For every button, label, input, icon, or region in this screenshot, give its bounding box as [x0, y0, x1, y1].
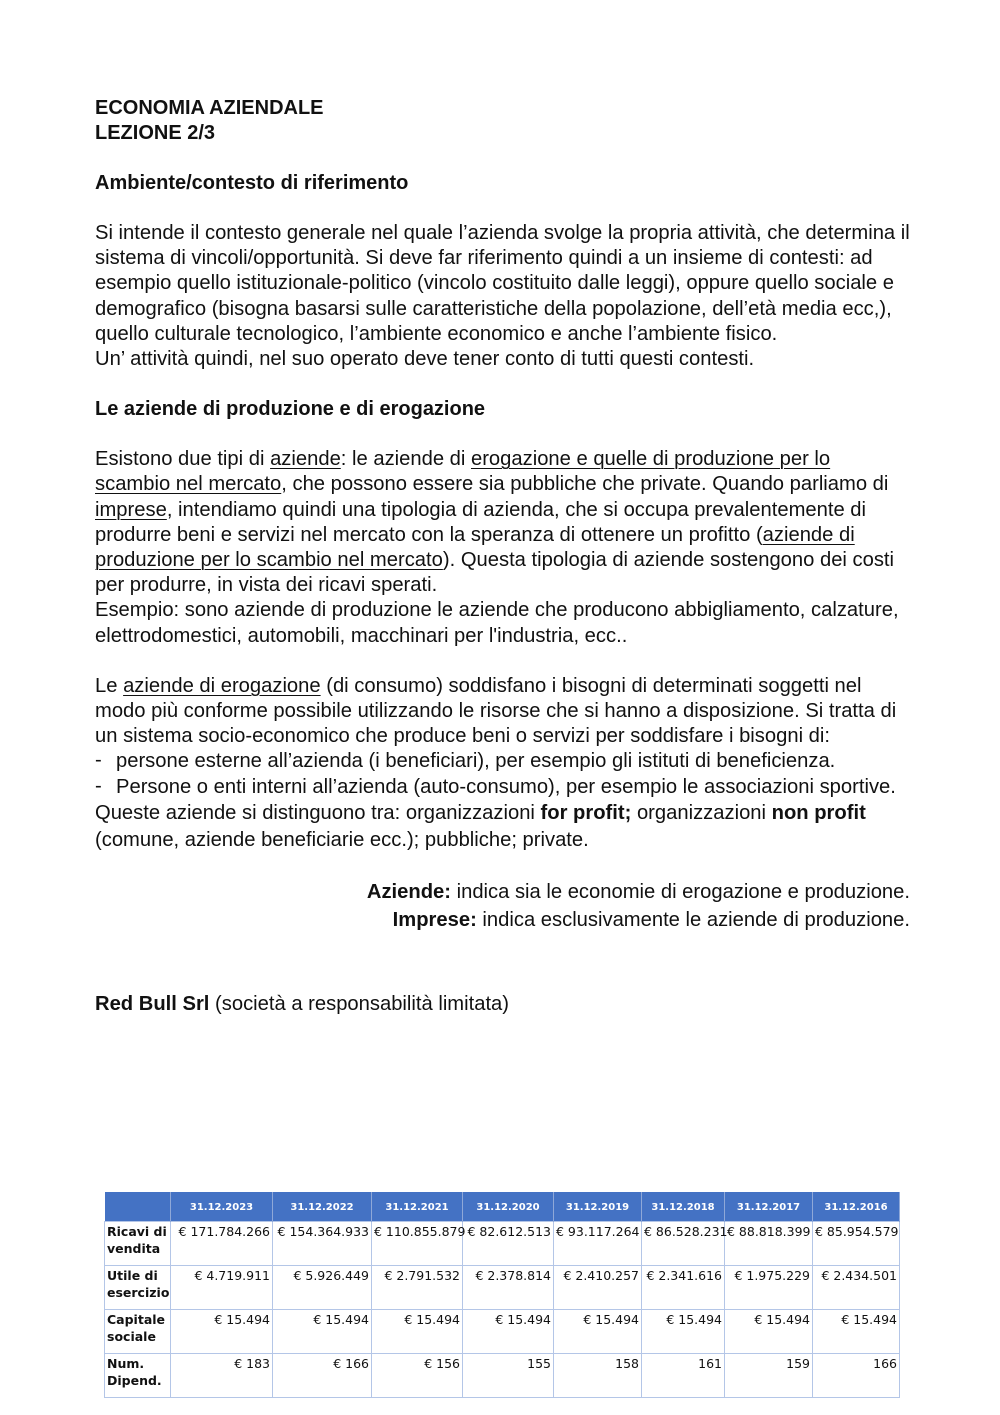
table-cell: € 15.494: [171, 1310, 273, 1354]
lesson-number: LEZIONE 2/3: [95, 122, 216, 144]
table-cell: € 110.855.879: [372, 1222, 463, 1266]
table-cell: € 86.528.231: [642, 1222, 725, 1266]
table-header-row: [105, 1192, 900, 1222]
table-cell: 161: [642, 1354, 725, 1398]
table-cell: € 15.494: [273, 1310, 372, 1354]
table-header-cell: 31.12.2017: [725, 1192, 813, 1222]
table-cell: 166: [813, 1354, 900, 1398]
table-cell: € 15.494: [554, 1310, 642, 1354]
underlined-term: erogazione e quelle di produzione per lo scambio nel mercato: [95, 448, 831, 496]
table-cell: € 2.791.532: [372, 1266, 463, 1310]
table-cell: € 15.494: [372, 1310, 463, 1354]
company-name: Red Bull Srl (società a responsabilità limitata): [95, 992, 510, 1015]
paragraph-distinzione: Queste aziende si distinguono tra: organizzazioni for profit; organizzazioni non profit (comune, aziende beneficiarie ecc.); pubbliche; private.: [95, 801, 866, 851]
table-header-cell: 31.12.2023: [171, 1192, 273, 1222]
row-label: Ricavi di vendita: [105, 1222, 171, 1266]
list-item: - Persone o enti interni all’azienda (auto-consumo), per esempio le associazioni sportive.: [95, 775, 910, 800]
underlined-term: aziende di erogazione: [123, 674, 321, 697]
table-cell: € 15.494: [642, 1310, 725, 1354]
bisogni-list: [95, 749, 910, 799]
table-header-cell: 31.12.2021: [372, 1192, 463, 1222]
definition-imprese: Imprese: indica esclusivamente le aziende di produzione.: [392, 908, 910, 931]
row-label: Num. Dipend.: [105, 1354, 171, 1398]
table-cell: € 4.719.911: [171, 1266, 273, 1310]
table-header-cell: 31.12.2022: [273, 1192, 372, 1222]
table-cell: € 2.434.501: [813, 1266, 900, 1310]
table-cell: € 15.494: [813, 1310, 900, 1354]
table-header-cell: 31.12.2019: [554, 1192, 642, 1222]
paragraph-erogazione: Le aziende di erogazione (di consumo) soddisfano i bisogni di determinati soggetti nel modo più conforme possibile utilizzando le risorse che si hanno a disposizione. Si tratta di un sistema socio-economico che produce beni o servizi per soddisfare i bisogni di:: [95, 674, 897, 748]
paragraph-tipi-aziende: Esistono due tipi di aziende: le aziende di erogazione e quelle di produzione per lo scambio nel mercato, che possono essere sia pubbliche che private. Quando parliamo di imprese, intendiamo quindi una tipologia di azienda, che si occupa prevalentemente di produrre beni e servizi nel mercato con la speranza di ottenere un profitto (aziende di produzione per lo scambio nel mercato). Questa tipologia di aziende sostengono dei costi per produrre, in vista dei ricavi sperati.: [95, 448, 895, 597]
row-label: Utile di esercizio: [105, 1266, 171, 1310]
table-cell: € 15.494: [725, 1310, 813, 1354]
table-cell: € 171.784.266: [171, 1222, 273, 1266]
document-title: ECONOMIA AZIENDALE: [95, 97, 324, 119]
table-row: [105, 1222, 900, 1266]
underlined-term: imprese: [95, 498, 167, 521]
table-cell: € 154.364.933: [273, 1222, 372, 1266]
table-cell: € 88.818.399: [725, 1222, 813, 1266]
table-cell: € 15.494: [463, 1310, 554, 1354]
table-row: [105, 1354, 900, 1398]
table-row: [105, 1310, 900, 1354]
paragraph-attivita: Un’ attività quindi, nel suo operato deve tener conto di tutti questi contesti.: [95, 348, 755, 371]
table-cell: € 2.341.616: [642, 1266, 725, 1310]
table-header-cell: 31.12.2020: [463, 1192, 554, 1222]
definition-aziende: Aziende: indica sia le economie di erogazione e produzione.: [366, 880, 910, 903]
table-cell: € 156: [372, 1354, 463, 1398]
financial-table: [104, 1192, 900, 1398]
section-heading-ambiente: Ambiente/contesto di riferimento: [95, 172, 409, 194]
table-cell: € 5.926.449: [273, 1266, 372, 1310]
table-cell: € 85.954.579: [813, 1222, 900, 1266]
table-cell: € 93.117.264: [554, 1222, 642, 1266]
table-cell: € 166: [273, 1354, 372, 1398]
table-cell: 159: [725, 1354, 813, 1398]
table-cell: € 183: [171, 1354, 273, 1398]
table-header-cell: [105, 1192, 171, 1222]
table-cell: € 2.378.814: [463, 1266, 554, 1310]
table-cell: € 2.410.257: [554, 1266, 642, 1310]
table-cell: € 82.612.513: [463, 1222, 554, 1266]
document-page: [95, 96, 910, 1017]
list-item: - persone esterne all’azienda (i beneficiari), per esempio gli istituti di beneficienza.: [95, 749, 910, 774]
section-heading-aziende: Le aziende di produzione e di erogazione: [95, 398, 486, 421]
table-cell: 155: [463, 1354, 554, 1398]
underlined-term: aziende di produzione per lo scambio nel mercato: [95, 523, 855, 572]
table-header-cell: 31.12.2018: [642, 1192, 725, 1222]
table-cell: 158: [554, 1354, 642, 1398]
table-cell: € 1.975.229: [725, 1266, 813, 1310]
table-row: [105, 1266, 900, 1310]
row-label: Capitale sociale: [105, 1310, 171, 1354]
paragraph-esempio: Esempio: sono aziende di produzione le aziende che producono abbigliamento, calzature, elettrodomestici, automobili, macchinari per l'industria, ecc..: [95, 599, 899, 647]
paragraph-ambiente: Si intende il contesto generale nel quale l’azienda svolge la propria attività, che determina il sistema di vincoli/opportunità. Si deve far riferimento quindi a un insieme di contesti: ad esempio quello istituzionale-politico (vincolo costituito dalle leggi), oppure quello sociale e demografico (bisogna basarsi sulle caratteristiche della popolazione, dell’età media ecc,), quello culturale tecnologico, l’ambiente economico e anche l’ambiente fisico.: [95, 222, 910, 345]
underlined-term: aziende: [270, 448, 341, 471]
table-header-cell: 31.12.2016: [813, 1192, 900, 1222]
